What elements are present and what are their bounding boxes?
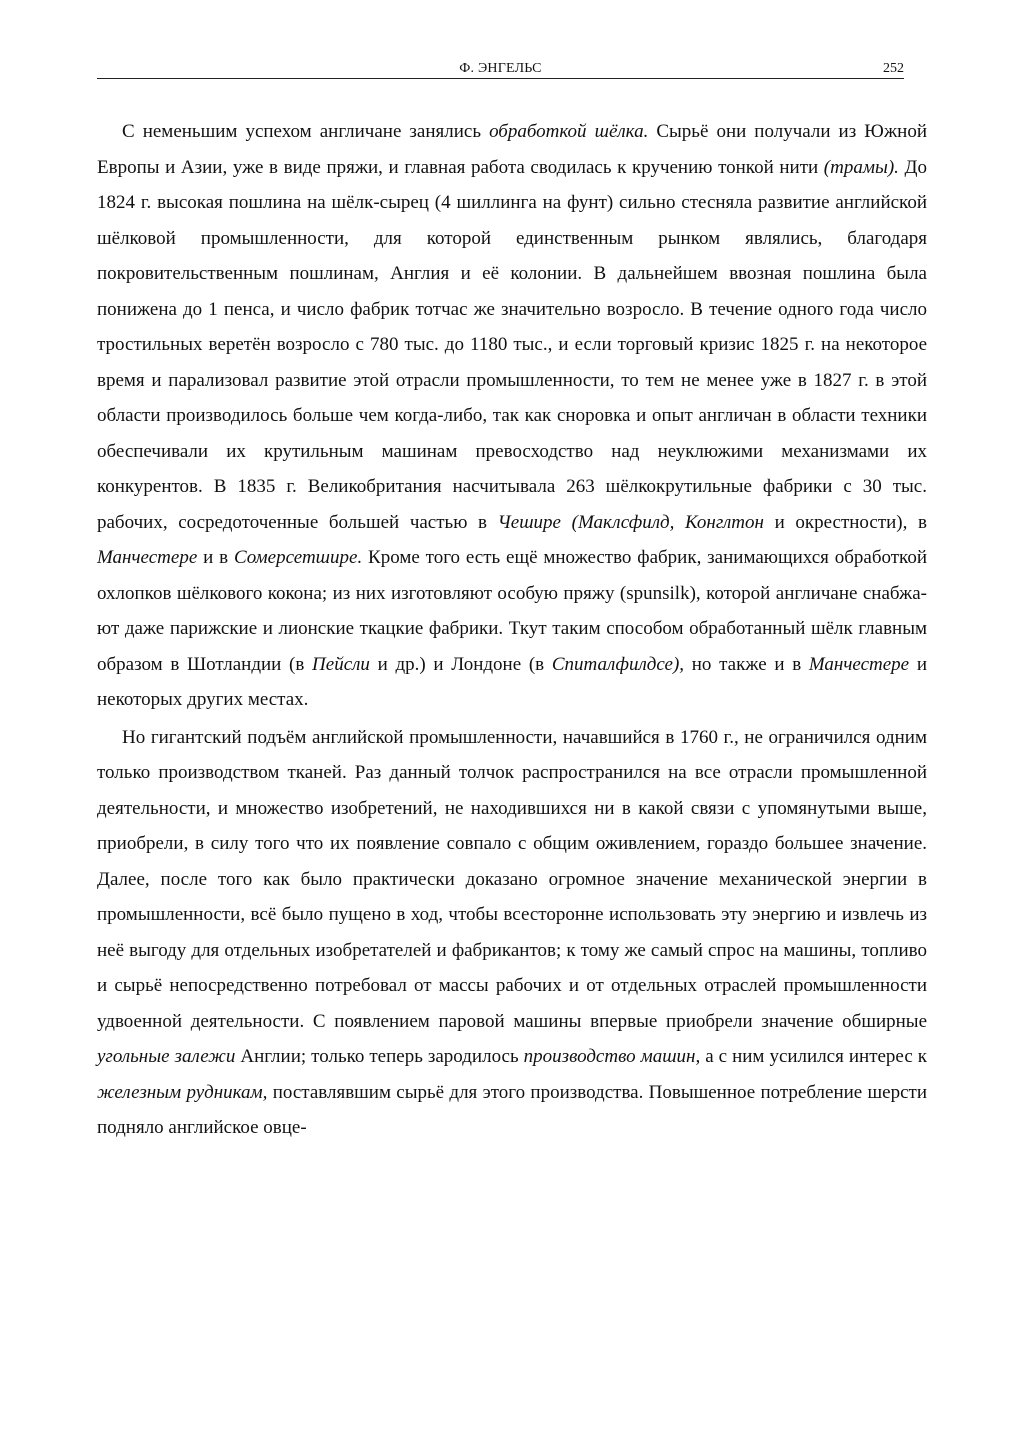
text-run: и окрестности), в xyxy=(763,511,927,533)
text-run: С неменьшим успехом англичане занялись xyxy=(122,121,490,142)
italic-text: (трамы). xyxy=(823,156,899,178)
page-header xyxy=(97,60,904,79)
paragraph-2 xyxy=(97,720,927,1146)
italic-text: Сомерсетшире. xyxy=(233,547,363,568)
italic-text: Манчестере xyxy=(97,547,198,568)
text-run: а с ним усилился интерес к xyxy=(700,1046,927,1067)
body-text xyxy=(97,114,927,1146)
italic-text: Пейсли xyxy=(312,653,370,675)
italic-text: угольные залежи xyxy=(97,1046,236,1067)
text-run: Сырьё они получали из Южной Европы и Азии, уже в виде пряжи, и главная работа сводилась к кручению тонкой нити xyxy=(97,121,927,178)
italic-text: Манчестере xyxy=(808,653,910,675)
italic-text: Спиталфилдсе), xyxy=(551,653,685,675)
text-run: и в xyxy=(197,547,234,568)
text-run: и др.) и Лондоне (в xyxy=(369,653,552,675)
text-run: но также и в xyxy=(684,653,809,675)
italic-text: обработкой шёлка. xyxy=(489,121,649,142)
text-run: Англии; только теперь зародилось xyxy=(235,1046,524,1067)
italic-text: железным рудникам, xyxy=(97,1081,268,1103)
text-run: Кроме того есть ещё множество фабрик, занимающихся обработкой охлопков шёлкового кокона; из них изготовляют особую пряжу (spunsilk), которой англичане снабжают даже парижские и лионские ткацкие фабрики. Ткут таким способом обработанный шёлк главным образом в Шотландии (в xyxy=(97,547,927,675)
italic-text: производство машин, xyxy=(523,1046,701,1067)
running-title: Ф. ЭНГЕЛЬС xyxy=(459,61,542,76)
text-run: поставлявшим сырьё для этого производства. Повышенное потребление шерсти подняло английское овце- xyxy=(97,1081,928,1138)
paragraph-1 xyxy=(97,114,927,718)
page-number: 252 xyxy=(883,61,904,76)
text-run: До 1824 г. высокая пошлина на шёлк-сырец (4 шиллинга на фунт) сильно стесняла развитие английской шёлковой промышленности, для которой единственным рынком являлись, благодаря покровительственным пошлинам, Англия и её колонии. В дальнейшем ввозная пошлина была понижена до 1 пенса, и число фабрик тотчас же значительно возросло. В течение одного года число тростильных веретён возросло с 780 тыс. до 1180 тыс., и если торговый кризис 1825 г. на некоторое время и парализовал развитие этой отрасли промышленности, то тем не менее уже в 1827 г. в этой области производилось больше чем когда-либо, так как сноровка и опыт англичан в области техники обеспечивали их крутильным машинам превосходство над неуклюжими механизмами их конкурентов. В 1835 г. Великобритания насчитывала 263 шёлкокрутильные фабрики с 30 тыс. рабочих, сосредоточенные большей частью в xyxy=(97,156,927,533)
text-run: и некоторых других местах. xyxy=(97,653,927,710)
italic-text: Чешире (Маклсфилд, Конглтон xyxy=(497,511,764,533)
text-run: Но гигантский подъём английской промышленности, начавшийся в 1760 г., не ограничился одним только производством тканей. Раз данный толчок распространился на все отрасли промышленной деятельности, и множество изобретений, не находившихся ни в какой связи с упомянутыми выше, приобрели, в силу того что их появление совпало с общим оживлением, гораздо большее значение. Далее, после того как было практически доказано огромное значение механической энергии в промышленности, всё было пущено в ход, чтобы всесторонне использовать эту энергию и извлечь из неё выгоду для отдельных изобретателей и фабрикантов; к тому же самый спрос на машины, топливо и сырьё непосредственно потребовал от массы рабочих и от отдельных отраслей промышленности удвоенной деятельности. С появлением паровой машины впервые приобрели значение обширные xyxy=(97,726,927,1032)
